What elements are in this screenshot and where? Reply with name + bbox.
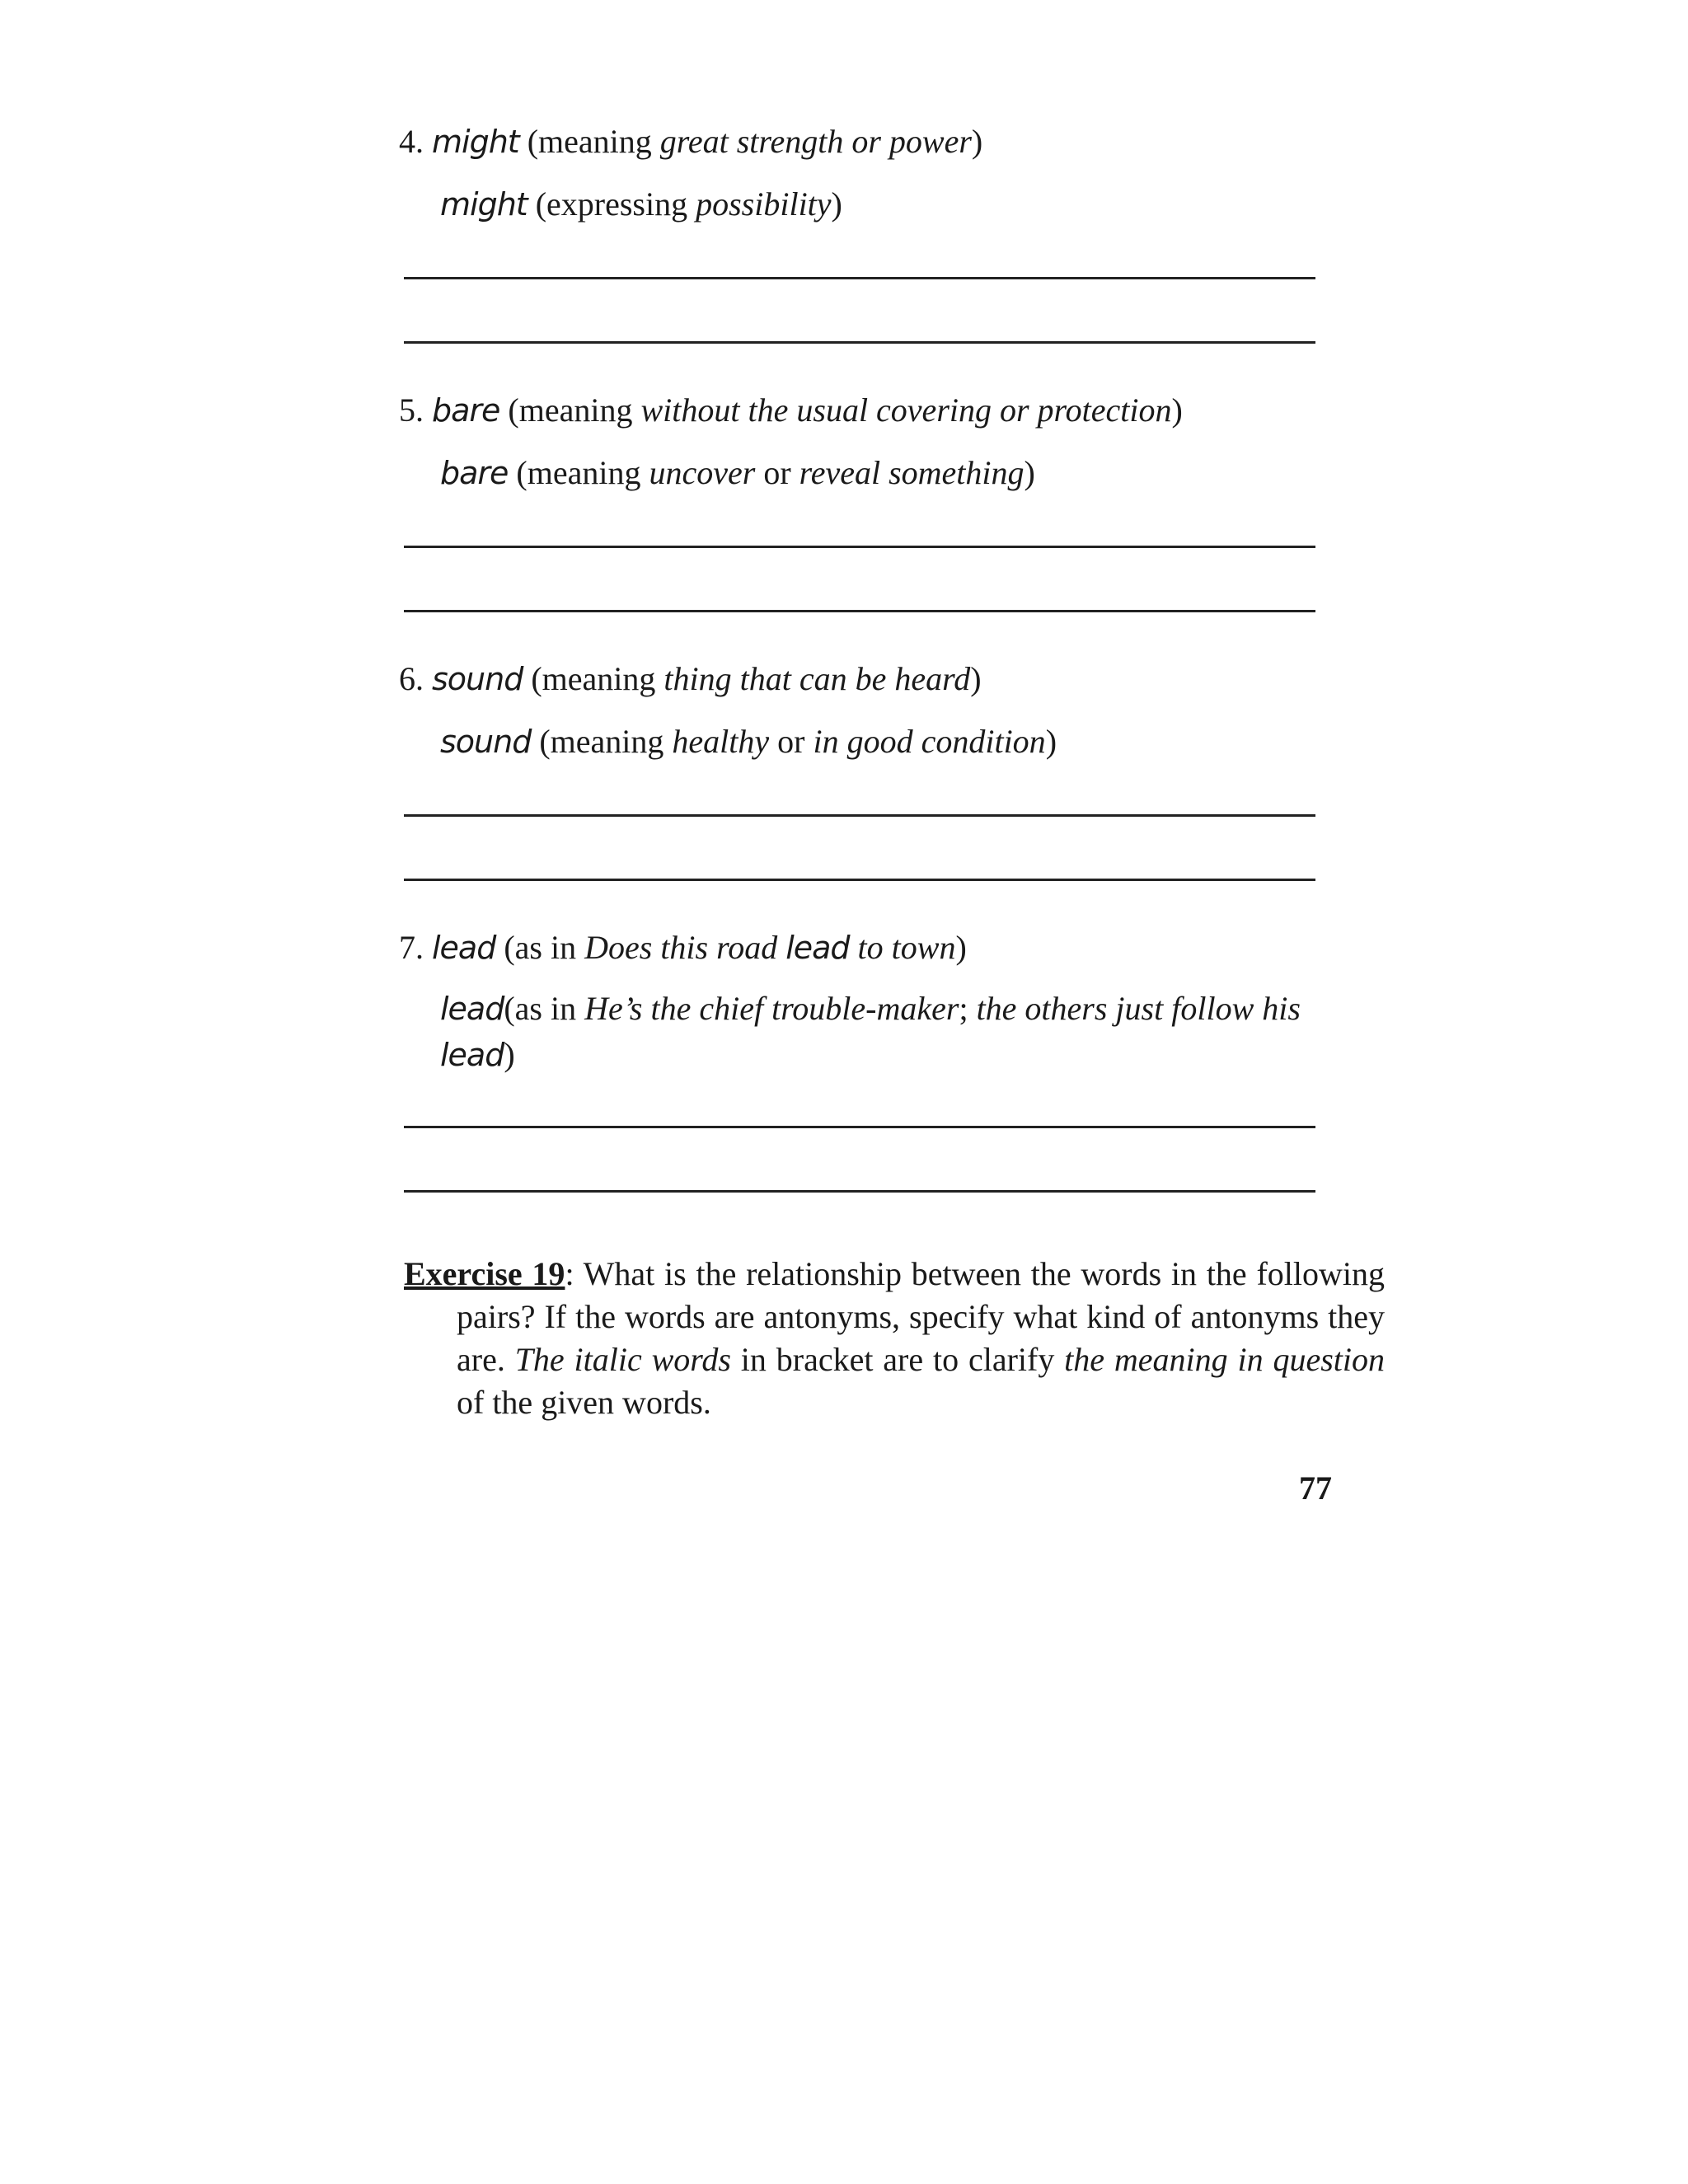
exercise-instructions [404, 1253, 1385, 1424]
item-4-line-2 [440, 183, 842, 226]
sense-italic: great strength or power [659, 123, 972, 160]
answer-line[interactable] [404, 610, 1315, 612]
keyword-inline: lead [440, 1037, 504, 1073]
item-5-line-1 [399, 389, 1183, 432]
sense-roman: ) [1171, 391, 1183, 429]
page-number: 77 [1299, 1469, 1332, 1507]
answer-line[interactable] [404, 814, 1315, 817]
sense-roman: (expressing [535, 185, 696, 223]
sense-prefix: (as in [504, 929, 585, 966]
sense-text [508, 391, 1182, 429]
sense-roman: ) [1024, 454, 1035, 491]
example-sentence-end: the others just follow his [976, 990, 1301, 1027]
example-sentence: Does this road [584, 929, 786, 966]
sense-text [536, 185, 842, 223]
keyword: bare [440, 455, 509, 491]
answer-line[interactable] [404, 341, 1315, 344]
sense-roman: ) [831, 185, 842, 223]
item-6-line-1 [399, 658, 982, 701]
sense-roman: ) [970, 660, 982, 697]
exercise-heading: Exercise 19 [404, 1255, 565, 1292]
answer-line[interactable] [404, 879, 1315, 881]
sense-roman: ) [1045, 723, 1057, 760]
sense-roman: (meaning [527, 123, 660, 160]
exercise-italic: The italic words [514, 1341, 731, 1378]
example-sentence: He’s the chief trouble-maker [584, 990, 959, 1027]
answer-line[interactable] [404, 277, 1315, 279]
item-number: 6. [399, 660, 424, 697]
sense-prefix: (as in [504, 990, 585, 1027]
sense-italic: healthy [672, 723, 770, 760]
answer-line[interactable] [404, 1126, 1315, 1128]
sense-roman: (meaning [508, 391, 641, 429]
item-5-line-2 [440, 452, 1035, 494]
exercise-text: in bracket are to clarify [730, 1341, 1065, 1378]
keyword: lead [432, 930, 496, 966]
sense-roman: or [755, 454, 799, 491]
sense-roman: or [769, 723, 814, 760]
item-7-line-2 [440, 987, 1301, 1030]
item-number: 7. [399, 929, 424, 966]
sense-roman: (meaning [531, 660, 664, 697]
item-4-line-1 [399, 120, 982, 163]
exercise-colon: : [565, 1255, 574, 1292]
exercise-italic: the meaning in question [1064, 1341, 1386, 1378]
keyword: might [440, 186, 528, 223]
sense-text [531, 660, 981, 697]
item-number: 5. [399, 391, 424, 429]
sense-close: ) [504, 1036, 515, 1073]
keyword: might [432, 124, 519, 160]
sense-close: ) [955, 929, 967, 966]
sense-italic: in good condition [813, 723, 1046, 760]
sense-roman: (meaning [516, 454, 649, 491]
answer-line[interactable] [404, 1190, 1315, 1193]
keyword-inline: lead [785, 930, 850, 966]
separator: ; [959, 990, 977, 1027]
keyword: sound [440, 724, 532, 760]
sense-text [528, 123, 983, 160]
keyword: sound [432, 661, 523, 697]
sense-roman: (meaning [539, 723, 673, 760]
sense-italic: reveal something [799, 454, 1025, 491]
item-7-line-1 [399, 926, 967, 969]
item-7-line-3 [440, 1033, 515, 1076]
sense-italic: thing that can be heard [663, 660, 971, 697]
sense-text [516, 454, 1034, 491]
item-6-line-2 [440, 720, 1057, 763]
sense-roman: ) [971, 123, 983, 160]
sense-italic: uncover [649, 454, 756, 491]
keyword: lead [440, 991, 504, 1027]
sense-italic: without the usual covering or protection [640, 391, 1172, 429]
exercise-text: of the given words. [457, 1384, 711, 1421]
item-number: 4. [399, 123, 424, 160]
example-sentence-end: to town [849, 929, 956, 966]
keyword: bare [432, 392, 500, 429]
answer-line[interactable] [404, 546, 1315, 548]
exercise-text: What is the relationship between the words in the following pairs? If the words are antonyms, specify what kind of antonyms they are. [457, 1255, 1385, 1378]
sense-text [539, 723, 1057, 760]
sense-italic: possibility [696, 185, 832, 223]
